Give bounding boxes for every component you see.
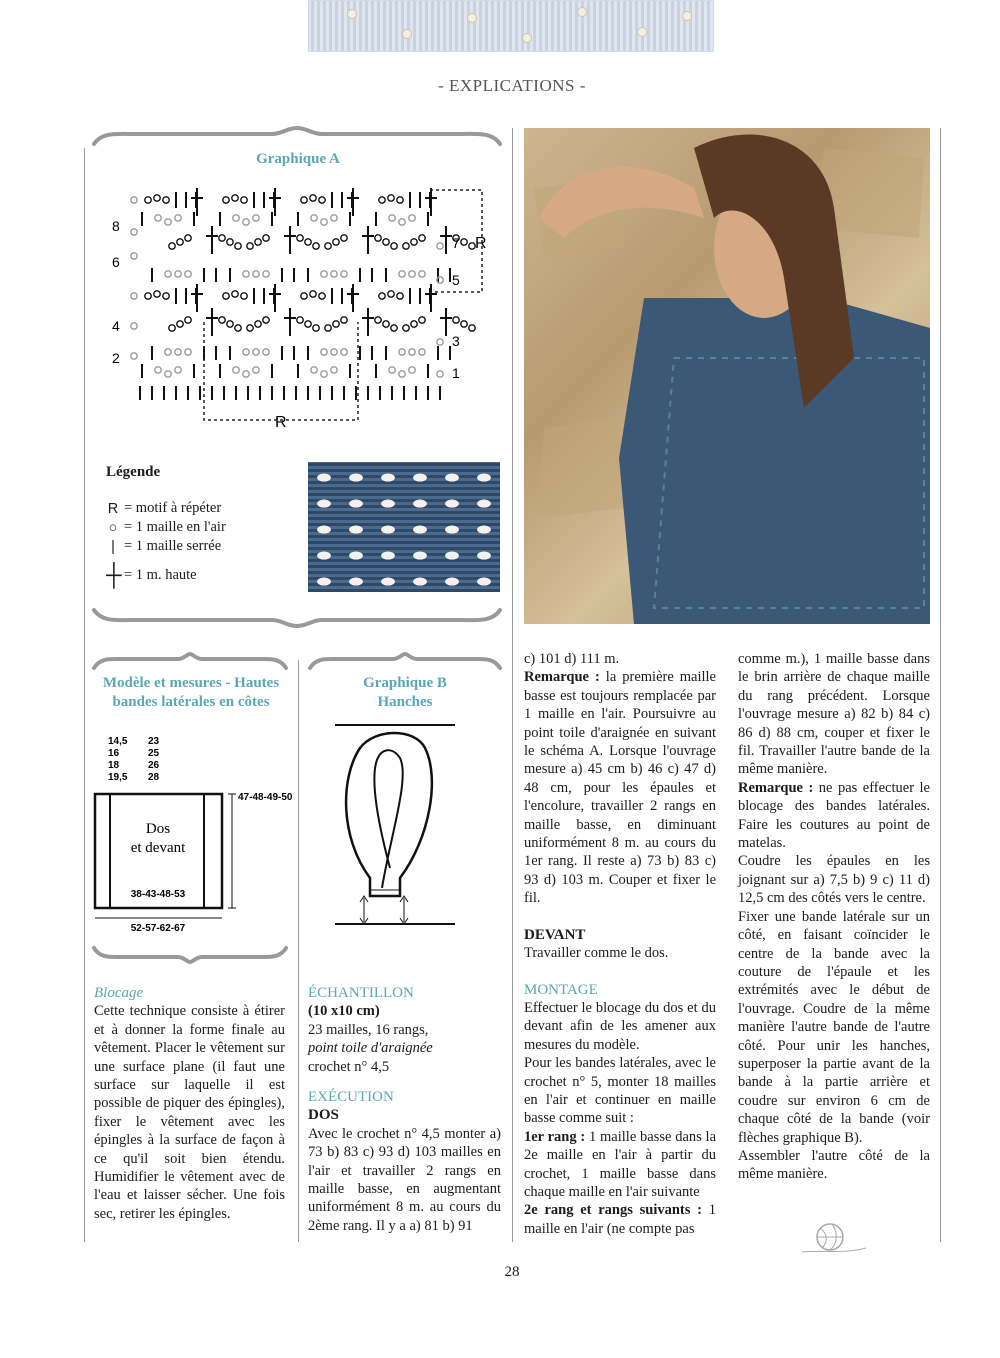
row-label-6: 6 [112, 254, 120, 270]
echantillon-size: (10 x10 cm) [308, 1003, 380, 1020]
blocage-text: Cette technique consiste à étirer et à donner la forme finale au vêtement. Placer le vêtement sur une surface plane (il faut une surface sur laquelle il est possible de piquer des épingles), fixer le vêtement avec les épingles à la surface de façon à ce qu'il soit bien étendu. Humidifier le vêtement avec de l'eau et laisser sécher. Une fois sec, retirer les épingles. [94, 1003, 285, 1222]
svg-text:14,5: 14,5 [108, 736, 128, 747]
legend-item-sc: | = 1 maille serrée [106, 537, 301, 556]
graphique-b-title: Graphique B Hanches [363, 675, 447, 710]
page-header-title: - EXPLICATIONS - [438, 76, 586, 95]
svg-text:Dos: Dos [145, 821, 171, 837]
row-label-2: 2 [112, 350, 120, 366]
svg-text:28: 28 [148, 772, 160, 783]
svg-text:25: 25 [148, 748, 160, 759]
row-label-1: 1 [452, 365, 460, 381]
double-crochet-icon: ┼ [106, 562, 122, 587]
dos-title: DOS [308, 1107, 339, 1124]
repeat-label-bottom: R [275, 414, 287, 431]
svg-text:38-43-48-53: 38-43-48-53 [130, 889, 186, 900]
model-schematic [92, 730, 292, 940]
legend-item-repeat: R = motif à répéter [107, 500, 222, 517]
row-label-8: 8 [112, 218, 120, 234]
swirl-divider-modele-bottom [92, 944, 288, 964]
column-rule-right [940, 128, 941, 1242]
svg-text:16: 16 [108, 748, 120, 759]
model-photo [524, 128, 930, 624]
column-rule-left [84, 148, 85, 1242]
devant-title: DEVANT [524, 926, 586, 943]
single-crochet-icon: | [111, 538, 115, 555]
montage-title: MONTAGE [524, 981, 598, 998]
blocage-title: Blocage [94, 985, 144, 1001]
legend-item-chain: ○ = 1 maille en l'air [106, 518, 301, 537]
row-label-4: 4 [112, 318, 120, 334]
knit-texture-banner [308, 0, 714, 52]
column-rule-3 [512, 128, 513, 1242]
graphique-b-diagram [330, 718, 460, 930]
modele-title: Modèle et mesures - Hautes bandes latérales en côtes [102, 675, 280, 710]
repeat-label-right: R [475, 235, 487, 252]
chain-stitch-icon: ○ [108, 519, 118, 536]
svg-text:26: 26 [148, 760, 160, 771]
svg-text:et devant: et devant [130, 840, 186, 856]
swirl-divider-bottom [92, 606, 502, 628]
swirl-divider-modele [92, 652, 288, 672]
svg-text:47-48-49-50: 47-48-49-50 [238, 792, 292, 803]
model-illustration [524, 128, 930, 624]
row-label-7: 7 [452, 235, 460, 251]
legend-symbol-repeat: R [107, 500, 119, 517]
dos-text: Avec le crochet n° 4,5 monter a) 73 b) 83 c) 93 d) 103 mailles en l'air et travailler 2 rangs en maille basse, en augmentant uniformément 8 m. au cours du 2ème rang. Il y a a) 81 b) 91 [308, 1125, 501, 1234]
legend [106, 464, 301, 594]
yarn-ball-icon [800, 1220, 870, 1256]
page-number: 28 [504, 1264, 520, 1280]
echantillon-section: ÉCHANTILLON (10 x10 cm) 23 mailles, 16 rangs, point toile d'araignée crochet n° 4,5 EXÉCUTION DOS Avec le crochet n° 4,5 monter a) 73 b) 83 c) 93 d) 103 mailles en l'air et travailler 2 rangs en maille basse, en augmentant uniformément 8 m. au cours du 2ème rang. Il y a a) 81 b) 91 [308, 985, 501, 1234]
swirl-divider-graphique-b [308, 652, 502, 672]
crochet-chart-a [100, 180, 500, 435]
echantillon-title: ÉCHANTILLON [308, 985, 414, 1001]
svg-text:18: 18 [108, 760, 120, 771]
legend-title: Légende [106, 464, 161, 480]
column-3-text: c) 101 d) 111 m. Remarque : la première maille basse est toujours remplacée par 1 maille en l'air. Poursuivre au point toile d'araignée en suivant le schéma A. Lorsque l'ouvrage mesure a) 45 cm b) 46 c) 47 d) 48 cm, pour les épaules et l'encolure, travailler 2 rangs en maille basse, en diminuant uniformément 8 m. au cours du 1er rang. Il reste a) 73 b) 83 c) 93 d) 103 m. Couper et fixer le fil. DEVANT Travailler comme le dos. MONTAGE Effectuer le blocage du dos et du devant afin de les amener aux mesures du modèle. Pour les bandes latérales, avec le crochet n° 5, monter 18 mailles en l'air et continuer en maille basse comme suit : 1er rang : 1 maille basse dans la 2e maille en l'air à partir du crochet, 1 maille basse dans chaque maille en l'air suivante 2e rang et rangs suivants : 1 maille en l'air (ne compte pas [524, 651, 716, 1237]
row-label-3: 3 [452, 333, 460, 349]
column-rule-2 [298, 660, 299, 1242]
svg-text:19,5: 19,5 [108, 772, 128, 783]
row-label-5: 5 [452, 272, 460, 288]
svg-text:52-57-62-67: 52-57-62-67 [130, 923, 186, 934]
legend-item-dc: ┼ = 1 m. haute [106, 562, 197, 587]
execution-title: EXÉCUTION [308, 1089, 394, 1106]
graphique-a-title: Graphique A [256, 151, 340, 167]
svg-text:23: 23 [148, 736, 160, 747]
blocage-section [94, 984, 285, 1223]
swirl-divider-top [92, 126, 502, 148]
column-4-text: comme m.), 1 maille basse dans le brin arrière de chaque maille du rang précédent. Lorsque l'ouvrage mesure a) 82 b) 84 c) 86 d) 88 cm, couper et fixer le fil. Travailler l'autre bande de la même manière. Remarque : ne pas effectuer le blocage des bandes latérales. Faire les coutures au point de matelas. Coudre les épaules en les joignant sur a) 7,5 b) 9 c) 11 d) 12,5 cm des côtés vers le centre. Fixer une bande latérale sur un côté, en faisant coïncider le centre de la bande avec la couture de l'épaule et les extrémités avec le début de l'ouvrage. Coudre de la même manière l'autre bande de l'autre côté. Pour unir les hanches, superposer la partie avant de la bande à la partie arrière et coudre sur environ 6 cm de chaque côté de la bande (voir flèches graphique B). Assembler l'autre côté de la même manière. [738, 651, 930, 1183]
stitch-swatch-photo [308, 462, 500, 592]
